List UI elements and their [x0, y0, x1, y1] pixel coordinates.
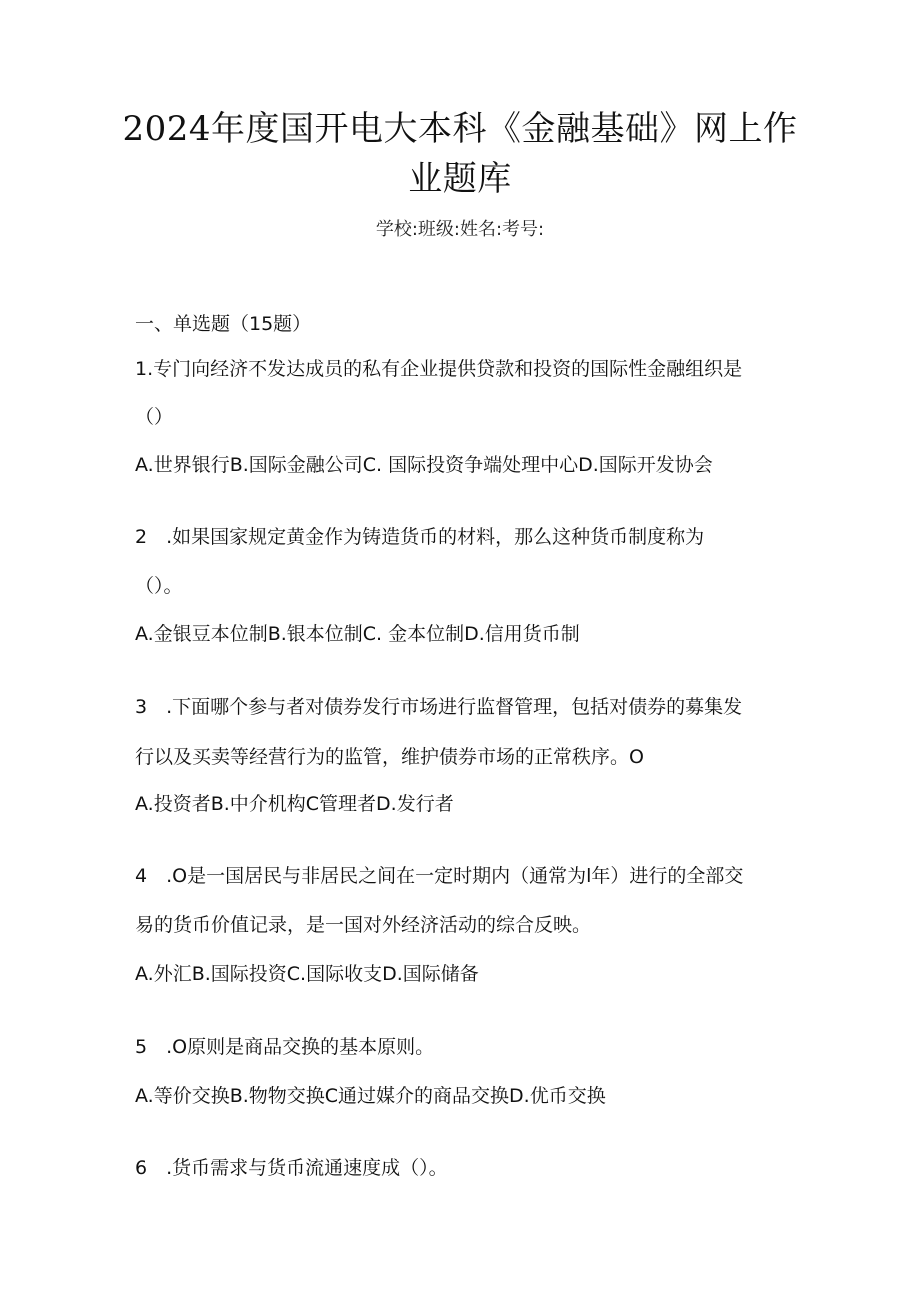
- question-6-stem-line1: 6 .货币需求与货币流通速度成（）。: [135, 1157, 448, 1179]
- question-4-stem-line2: 易的货币价值记录，是一国对外经济活动的综合反映。: [135, 914, 592, 936]
- question-3-stem-line1: 3 .下面哪个参与者对债券发行市场进行监督管理，包括对债券的募集发: [135, 696, 743, 718]
- question-4-options: A.外汇B.国际投资C.国际收支D.国际储备: [135, 963, 479, 985]
- question-1-stem-line2: （）: [135, 406, 174, 428]
- question-4-stem-line1: 4 .O是一国居民与非居民之间在一定时期内（通常为l年）进行的全部交: [135, 865, 744, 887]
- question-1-options: A.世界银行B.国际金融公司C. 国际投资争端处理中心D.国际开发协会: [135, 454, 713, 476]
- question-1-stem-line1: 1.专门向经济不发达成员的私有企业提供贷款和投资的国际性金融组织是: [135, 358, 743, 380]
- student-info-line: 学校:班级:姓名:考号:: [375, 219, 545, 240]
- question-2-options: A.金银豆本位制B.银本位制C. 金本位制D.信用货币制: [135, 623, 580, 645]
- question-3-options: A.投资者B.中介机构C管理者D.发行者: [135, 793, 454, 815]
- question-5-options: A.等价交换B.物物交换C通过媒介的商品交换D.优币交换: [135, 1085, 606, 1107]
- question-2-stem-line2: （）。: [135, 575, 183, 597]
- document-title-line2: 业题库: [408, 159, 512, 199]
- question-2-stem-line1: 2 .如果国家规定黄金作为铸造货币的材料，那么这种货币制度称为: [135, 526, 705, 548]
- question-5-stem-line1: 5 .O原则是商品交换的基本原则。: [135, 1036, 435, 1058]
- section-heading: 一、单选题（15题）: [135, 313, 312, 335]
- question-3-stem-line2: 行以及买卖等经营行为的监管，维护债券市场的正常秩序。O: [135, 746, 644, 768]
- document-title-line1: 2024年度国开电大本科《金融基础》网上作: [122, 109, 798, 149]
